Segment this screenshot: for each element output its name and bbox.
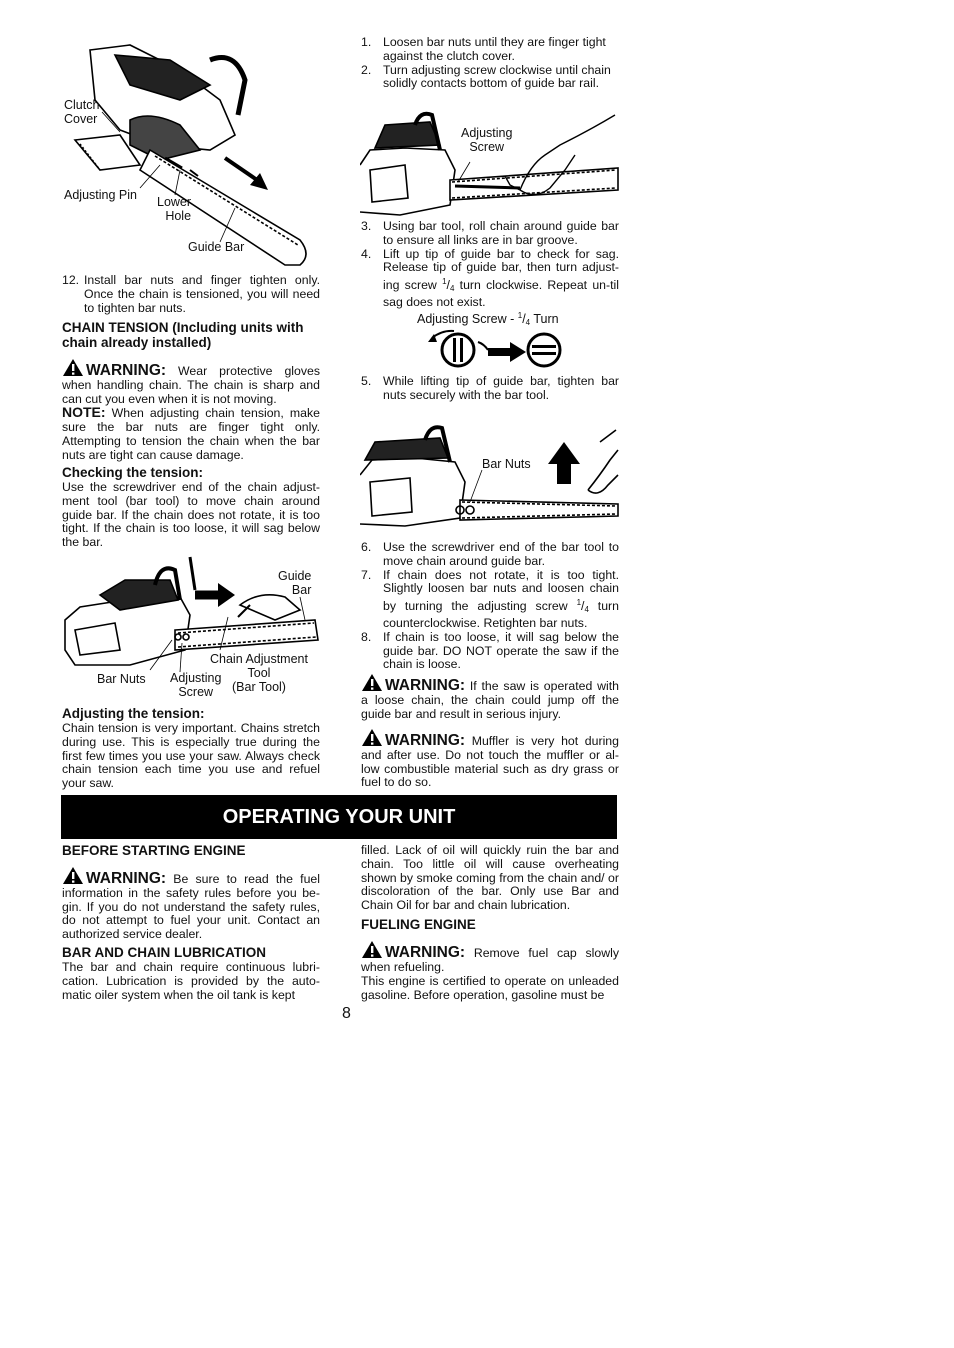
page-number: 8 <box>342 1005 351 1022</box>
fig1-clutch-cover-label: Clutch Cover <box>64 98 100 126</box>
fraction-denominator: 4 <box>525 318 531 327</box>
warning-text: Wear protective gloves when handling chain. The chain is sharp and can cut you even when it is not moving. <box>62 364 320 406</box>
lubrication-text-continued: filled. Lack of oil will quickly ruin the bar and chain. Too little oil will cause overheating shown by smoke coming from the chain and/ or discoloration of the bar. Only use Bar and Chain Oil for bar and chain lubrication. <box>361 843 619 913</box>
lubrication-heading: BAR AND CHAIN LUBRICATION <box>62 945 266 960</box>
fig2-guide-bar-label: Guide Bar <box>278 569 312 597</box>
step-text: Loosen bar nuts until they are finger tight against the clutch cover. <box>383 35 606 63</box>
step-text: Lift up tip of guide bar to check for sag. Release tip of guide bar, then turn adjust-ing screw <box>383 246 619 293</box>
note-label: NOTE: <box>62 404 106 421</box>
fraction-denominator: 4 <box>449 284 455 294</box>
fig1-lower-hole-label: Lower Hole <box>157 195 192 223</box>
step-list-6-8 <box>361 541 619 672</box>
step-number: 12. <box>62 273 80 287</box>
step-number: 7. <box>361 567 372 582</box>
fraction-numerator: 1 <box>442 277 447 287</box>
fueling-text: This engine is certified to operate on unleaded gasoline. Before operation, gasoline must be <box>361 974 619 1002</box>
warning-label: WARNING: <box>86 870 167 887</box>
chain-tension-warning <box>62 358 320 463</box>
adjusting-heading: Adjusting the tension: <box>62 706 205 721</box>
step-number: 2. <box>361 62 372 77</box>
list-item <box>361 541 619 569</box>
step-number: 6. <box>361 540 372 554</box>
tighten-bar-nuts-illustration <box>360 420 620 530</box>
chainsaw-clutch-illustration <box>60 40 320 272</box>
step-number: 5. <box>361 374 372 388</box>
warning-text: Muffler is very hot during and after use. Do not touch the muffler or al-low combustible material such as dry grass or fuel to do so. <box>361 734 619 790</box>
loose-chain-warning <box>361 673 619 721</box>
figure-tighten-bar-nuts <box>360 420 620 530</box>
fig5-bar-nuts-label: Bar Nuts <box>482 457 531 471</box>
fig3-adjusting-screw-label: Adjusting Screw <box>461 126 513 154</box>
fig2-bar-nuts-label: Bar Nuts <box>97 672 146 686</box>
step-list-1-2 <box>361 36 619 91</box>
warning-icon <box>62 358 84 377</box>
step-text: If chain does not rotate, it is too tight. Slightly loosen bar nuts and loosen chain by turning the adjusting screw <box>383 567 619 614</box>
warning-icon <box>361 728 383 747</box>
step-text: Turn adjusting screw clockwise until chain solidly contacts bottom of guide bar rail. <box>383 62 611 91</box>
warning-text: If the saw is operated with a loose chain, the chain could jump off the guide bar and result in serious injury. <box>361 679 619 721</box>
step-list-3-4 <box>361 220 619 310</box>
list-item: 7. If chain does not rotate, it is too tight. Slightly loosen bar nuts and loosen chain by turning the adjusting screw $^1/_4$ turn counterclockwise. Retighten bar nuts. <box>361 567 619 630</box>
fraction-numerator: 1 <box>517 311 523 320</box>
step-number: 3. <box>361 219 372 233</box>
fraction-numerator: 1 <box>576 598 582 608</box>
adjusting-text: Chain tension is very important. Chains stretch during use. This is especially true during the first few times you use your saw. Always check chain tension each time you use and refuel your saw. <box>62 721 320 791</box>
list-item <box>62 274 320 315</box>
step-text: turn clockwise. Repeat un-til sag does not exist. <box>383 278 619 309</box>
warning-label: WARNING: <box>385 944 466 961</box>
before-starting-warning <box>62 866 320 942</box>
chain-tension-heading: CHAIN TENSION (Including units with chain already installed) <box>62 320 304 350</box>
list-item <box>361 220 619 248</box>
step-list-12 <box>62 274 320 315</box>
list-item: 4. Lift up tip of guide bar to check for sag. Release tip of guide bar, then turn adjust-ing screw $^1/_4$ turn clockwise. Repeat un-til sag does not exist. <box>361 246 619 309</box>
step-number: 8. <box>361 629 372 644</box>
checking-heading: Checking the tension: <box>62 465 204 480</box>
step-text: If chain is too loose, it will sag below the guide bar. DO NOT operate the saw if the chain is loose. <box>383 629 619 672</box>
quarter-turn-screw-icon <box>428 328 568 372</box>
warning-icon <box>361 673 383 692</box>
caption-text: Adjusting Screw - <box>417 312 518 326</box>
step-number: 4. <box>361 246 372 261</box>
note-text: When adjusting chain tension, make sure the bar nuts are finger tight only. Attempting to tension the chain when the bar nuts are tight can cause damage. <box>62 406 320 462</box>
fig2-chain-tool-label: Chain Adjustment Tool (Bar Tool) <box>210 652 308 694</box>
fig4-caption: Adjusting Screw - $^1/_4$ Turn <box>417 311 559 327</box>
muffler-warning <box>361 728 619 790</box>
warning-label: WARNING: <box>385 732 466 749</box>
warning-label: WARNING: <box>86 362 167 379</box>
caption-text: Turn <box>530 312 559 326</box>
section-banner: OPERATING YOUR UNIT <box>61 795 617 839</box>
fig1-guide-bar-label: Guide Bar <box>188 240 245 254</box>
fig1-adjusting-pin-label: Adjusting Pin <box>64 188 137 202</box>
fueling-warning <box>361 940 619 975</box>
lubrication-text: The bar and chain require continuous lubri-cation. Lubrication is provided by the auto-matic oiler system when the oil tank is kept <box>62 960 320 1002</box>
fraction-denominator: 4 <box>584 605 589 615</box>
step-number: 1. <box>361 35 372 49</box>
list-item <box>361 375 619 403</box>
list-item <box>361 36 619 64</box>
warning-label: WARNING: <box>385 677 466 694</box>
figure-bar-installation <box>60 40 320 272</box>
fueling-heading: FUELING ENGINE <box>361 917 476 932</box>
warning-text: Remove fuel cap slowly when refueling. <box>361 946 619 974</box>
warning-icon <box>361 940 383 959</box>
before-starting-heading: BEFORE STARTING ENGINE <box>62 843 246 858</box>
step-list-5 <box>361 375 619 403</box>
step-text: turn counterclockwise. Retighten bar nuts. <box>383 599 619 630</box>
checking-text: Use the screwdriver end of the chain adjust-ment tool (bar tool) to move chain around guide bar. If the chain does not rotate, it is too tight. If the chain is too loose, it will sag below the bar. <box>62 480 320 550</box>
warning-icon <box>62 866 84 885</box>
fig2-adjusting-screw-label: Adjusting Screw <box>170 671 222 699</box>
step-text: While lifting tip of guide bar, tighten bar nuts securely with the bar tool. <box>383 374 619 402</box>
step-text: Use the screwdriver end of the bar tool to move chain around guide bar. <box>383 540 619 568</box>
figure-quarter-turn <box>428 328 568 372</box>
warning-text: Be sure to read the fuel information in the safety rules before you be-gin. If you do not understand the safety rules, do not attempt to fuel your unit. Contact an authorized service dealer. <box>62 872 320 942</box>
step-text: Install bar nuts and finger tighten only. Once the chain is tensioned, you will need to tighten bar nuts. <box>84 273 320 315</box>
list-item <box>361 631 619 672</box>
list-item <box>361 64 619 92</box>
step-text: Using bar tool, roll chain around guide bar to ensure all links are in bar groove. <box>383 219 619 247</box>
